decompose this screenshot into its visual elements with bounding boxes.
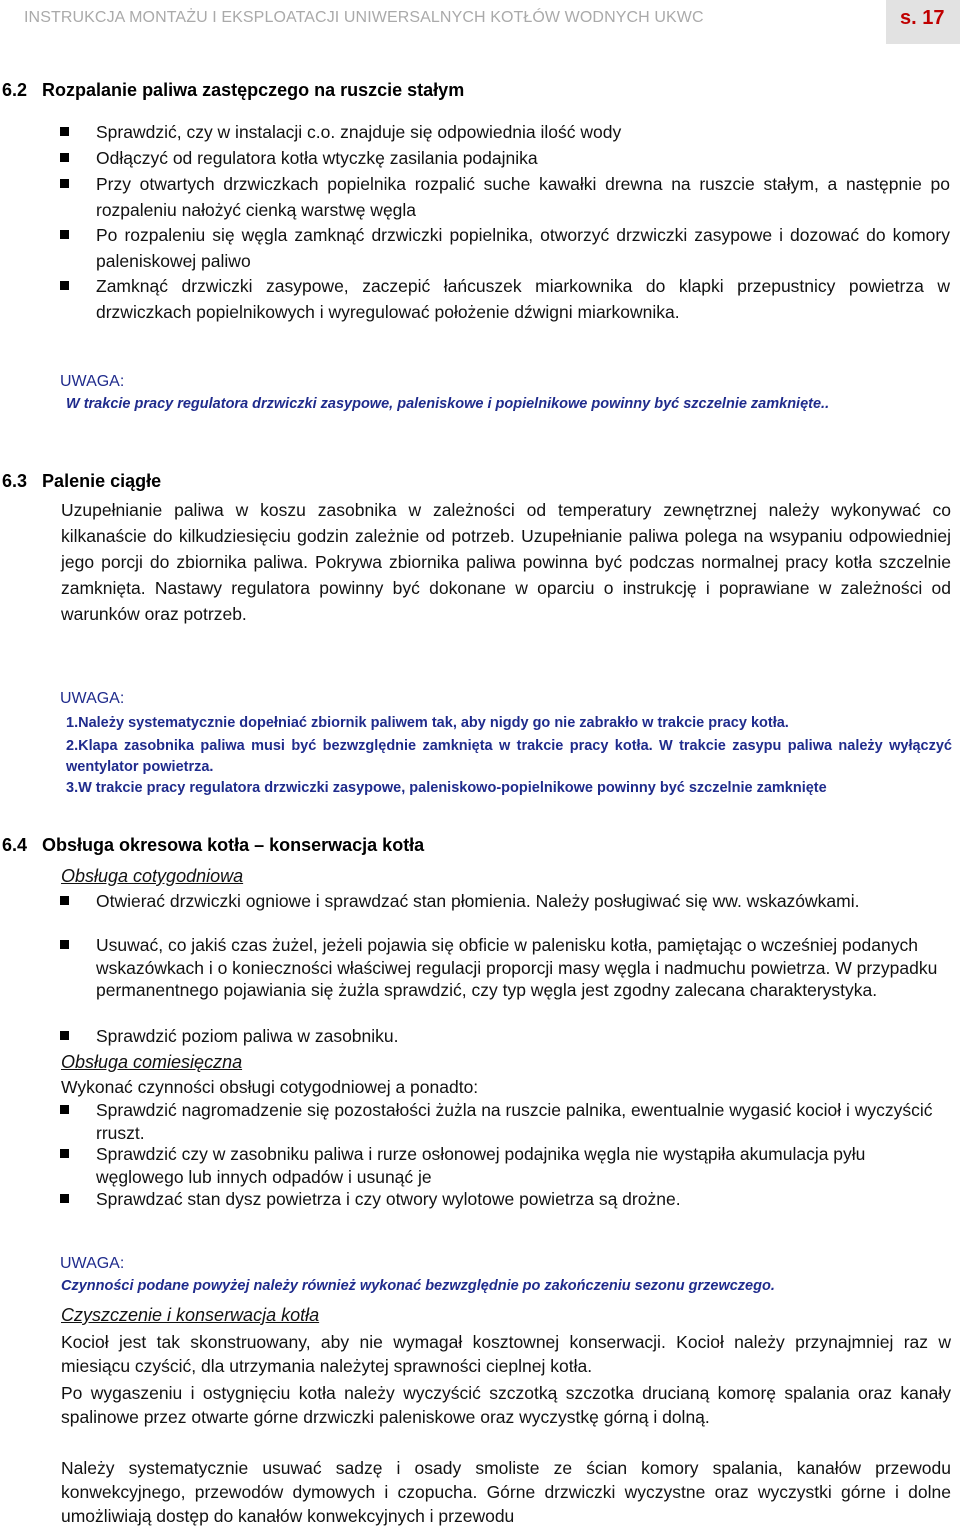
uwaga-note: W trakcie pracy regulatora drzwiczki zasypowe, paleniskowe i popielnikowe powinny być szczelnie zamknięte.. [66, 396, 830, 412]
bullet-square-icon [60, 127, 69, 136]
header-brand: UKWC [654, 9, 704, 26]
list-item: Otwierać drzwiczki ogniowe i sprawdzać stan płomienia. Należy posługiwać się ww. wskazówkami. [60, 890, 950, 913]
bullet-square-icon [60, 153, 69, 162]
list-item: Po rozpaleniu się węgla zamknąć drzwiczki popielnika, otworzyć drzwiczki zasypowe i dozować do komory paleniskowej paliwo [60, 223, 950, 274]
bullet-square-icon [60, 281, 69, 290]
bullet-square-icon [60, 940, 69, 949]
bullet-square-icon [60, 896, 69, 905]
list-item: Przy otwartych drzwiczkach popielnika rozpalić suche kawałki drewna na ruszcie stałym, a następnie po rozpaleniu nałożyć cienką warstwę węgla [60, 172, 950, 223]
uwaga-note-2: 2.Klapa zasobnika paliwa musi być bezwzględnie zamknięta w trakcie pracy kotła. W trakcie zasypu paliwa należy wyłączyć wentylator powietrza. [66, 738, 952, 775]
section-6-3-paragraph: Uzupełnianie paliwa w koszu zasobnika w zależności od temperatury zewnętrznej należy wykonywać co kilkanaście do kilkudziesięciu godzin zależnie od potrzeb. Uzupełnianie paliwa polega na wsypaniu odpowiedniej jego porcji do zbiornika paliwa. Pokrywa zbiornika paliwa powinna być podczas normalnej pracy kotła szczelnie zamknięta. Nastawy regulatora powinny być dokonane w oparciu o instrukcję i poprawiane w zależności od warunków oraz potrzeb. [61, 500, 951, 624]
page-number: s. 17 [900, 7, 945, 29]
bullet-square-icon [60, 1031, 69, 1040]
cleaning-paragraph-3: Należy systematycznie usuwać sadzę i osady smoliste ze ścian komory spalania, kanałów przewodu konwekcyjnego, przewodów dymowych i czopucha. Górne drzwiczki wyczystne oraz wyczystki górne i dolne umożliwiają dostęp do kanałów konwekcyjnych i przewodu [61, 1458, 951, 1526]
list-item: Zamknąć drzwiczki zasypowe, zaczepić łańcuszek miarkownika do klapki przepustnicy powietrza w drzwiczkach popielnikowych i wyregulować położenie dźwigni miarkownika. [60, 274, 950, 325]
cleaning-paragraph-2: Po wygaszeniu i ostygnięciu kotła należy wyczyścić szczotką szczotka drucianą komorę spalania oraz kanały spalinowe przez otwarte górne drzwiczki paleniskowe oraz wyczystkę górną i dolną. [61, 1383, 951, 1427]
header-title: INSTRUKCJA MONTAŻU I EKSPLOATACJI UNIWERSALNYCH KOTŁÓW WODNYCH UKWC [24, 9, 704, 26]
weekly-subheading: Obsługa cotygodniowa [61, 866, 244, 886]
list-item: Sprawdzić poziom paliwa w zasobniku. [60, 1025, 950, 1048]
uwaga-note-1: 1.Należy systematycznie dopełniać zbiornik paliwem tak, aby nigdy go nie zabrakło w trakcie pracy kotła. [66, 715, 789, 731]
page-header [0, 0, 960, 44]
uwaga-label: UWAGA: [60, 690, 125, 707]
monthly-intro: Wykonać czynności obsługi cotygodniowej a ponadto: [61, 1077, 479, 1097]
list-item: Odłączyć od regulatora kotła wtyczkę zasilania podajnika [60, 146, 950, 172]
uwaga-note: Czynności podane powyżej należy również wykonać bezwzględnie po zakończeniu sezonu grzewczego. [61, 1278, 775, 1294]
bullet-square-icon [60, 230, 69, 239]
bullet-square-icon [60, 179, 69, 188]
bullet-square-icon [60, 1149, 69, 1158]
list-item: Sprawdzić nagromadzenie się pozostałości żużla na ruszcie palnika, ewentualnie wygasić kocioł i wyczyścić rruszt. [60, 1099, 950, 1144]
bullet-square-icon [60, 1194, 69, 1203]
section-6-3-heading: 6.3 Palenie ciągłe [2, 471, 162, 491]
section-6-4-heading: 6.4 Obsługa okresowa kotła – konserwacja kotła [2, 835, 425, 855]
bullet-square-icon [60, 1105, 69, 1114]
monthly-subheading: Obsługa comiesięczna [61, 1052, 243, 1072]
cleaning-paragraph-1: Kocioł jest tak skonstruowany, aby nie wymagał kosztownej konserwacji. Kocioł należy przynajmniej raz w miesiącu czyścić, dla utrzymania należytej sprawności cieplnej kotła. [61, 1332, 951, 1376]
uwaga-label: UWAGA: [60, 373, 125, 390]
uwaga-note-3: 3.W trakcie pracy regulatora drzwiczki zasypowe, paleniskowo-popielnikowe powinny być szczelnie zamknięte [66, 780, 827, 796]
section-6-2-heading: 6.2 Rozpalanie paliwa zastępczego na ruszcie stałym [2, 80, 465, 100]
uwaga-label: UWAGA: [60, 1255, 125, 1272]
cleaning-subheading: Czyszczenie i konserwacja kotła [61, 1305, 320, 1325]
list-item: Sprawdzić, czy w instalacji c.o. znajduje się odpowiednia ilość wody [60, 120, 950, 146]
list-item: Sprawdzić czy w zasobniku paliwa i rurze osłonowej podajnika węgla nie wystąpiła akumulacja pyłu węglowego lub innych odpadów i usunąć je [60, 1143, 950, 1188]
list-item: Usuwać, co jakiś czas żużel, jeżeli pojawia się obficie w palenisku kotła, pamiętając o wcześniej podanych wskazówkach i o konieczności właściwej regulacji proporcji masy węgla i nadmuchu powietrza. W przypadku permanentnego pojawiania się żużla sprawdzić, czy typ węgla jest zgodny zalecana charakterystyka. [60, 934, 950, 1002]
list-item: Sprawdzać stan dysz powietrza i czy otwory wylotowe powietrza są drożne. [60, 1188, 950, 1211]
